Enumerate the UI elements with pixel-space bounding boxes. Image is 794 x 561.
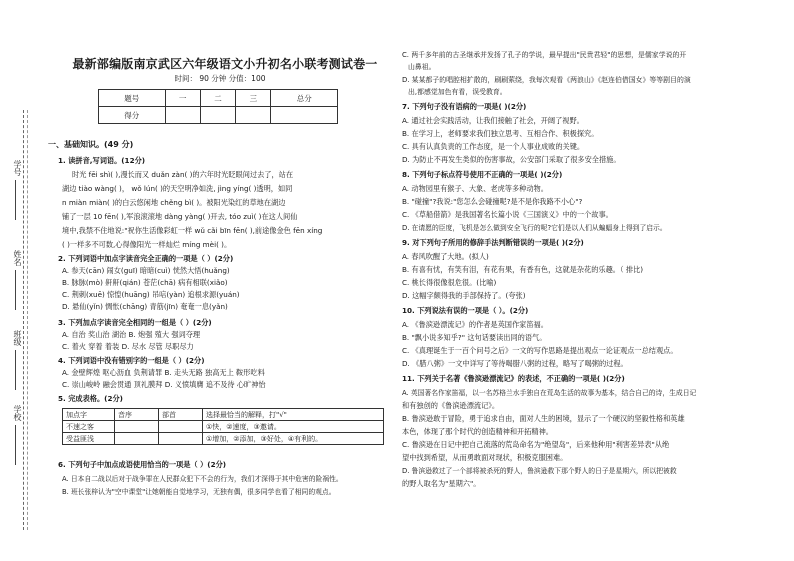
option-line: C. 两千多年前的古圣继承并发扬了孔子的学说，最早提出"民贵君轻"的思想，是儒家学说的开 — [402, 51, 687, 59]
option-line: C. 荆刺(xuē) 惊惶(huāng) 吊唁(yàn) 追根求源(yuán) — [62, 290, 240, 299]
question-line: 铺了一层 10 fēn( ),军浪滚滚地 dàng yàng( )开去, tóo zuì( )在这人间仙 — [62, 212, 298, 221]
question-title: 2. 下列词语中加点字读音完全正确的一项是（ ）(2分) — [58, 254, 234, 263]
option-line: A. 春风吹醒了大地。(拟人) — [402, 252, 489, 261]
option-line: 望中找到希望，从而勇敢面对现状，积极克服困难。 — [402, 453, 568, 462]
option-line: D. 这幅字颇得我的手部保持了。(夸张) — [402, 291, 526, 300]
table-cell: 不速之客 — [63, 421, 115, 433]
question-line: 境中,我禁不住地说:"祝你生活像彩虹一样 wǔ cǎi bīn fēn( ),前途像金色 fēn xíng — [62, 226, 323, 235]
page-title: 最新部编版南京武区六年级语文小升初名小联考测试卷一 — [72, 57, 378, 71]
binding-blank[interactable] — [15, 425, 16, 465]
score-field[interactable] — [236, 107, 271, 124]
table-cell: 一 — [165, 90, 200, 107]
binding-blank[interactable] — [15, 350, 16, 390]
binding-label-name: 姓名 — [13, 250, 22, 266]
binding-blank[interactable] — [15, 180, 16, 220]
question-title: 3. 下列加点字读音完全相同的一组是（ ）(2分) — [58, 318, 212, 327]
option-line: A. 金壁辉煌 呕心沥血 负荆请罪 B. 走头无路 独高无上 鞍形吃料 — [62, 368, 265, 377]
option-line: D. 《腊八粥》一文中详写了等待喝腊八粥的过程，略写了喝粥的过程。 — [402, 359, 628, 368]
question-title: 4. 下列词语中没有错别字的一组是（ ）(2分) — [58, 356, 205, 365]
binding-margin — [4, 60, 30, 530]
score-field[interactable] — [200, 107, 235, 124]
table-cell: 三 — [236, 90, 271, 107]
binding-label-school: 学校 — [13, 405, 22, 421]
question-title: 8. 下列句子标点符号使用不正确的一项是( )(2分) — [402, 170, 563, 179]
option-line: A. 日本自二战以后对于战争罪在人民群众犯下不会的行为，我们才深得于其中危害的险祸性。 — [62, 475, 343, 483]
option-line: C. 具有认真负责的工作态度，是一个人事业成败的关键。 — [402, 142, 585, 151]
answer-field[interactable] — [159, 421, 203, 433]
answer-field[interactable] — [159, 433, 203, 445]
option-line: 出,都感觉加色有看，误受教育。 — [408, 88, 507, 96]
binding-label-student-id: 学号 — [13, 160, 22, 176]
option-line: A. 《鲁滨逊漂流记》的作者是英国作家笛福。 — [402, 320, 548, 329]
answer-field[interactable] — [115, 421, 159, 433]
table-header: 音序 — [115, 409, 159, 421]
table-row — [63, 433, 384, 445]
option-line: C. 崇山峻岭 融会贯通 顶礼膜拜 D. 义愤填膺 追不及待 心旷神怡 — [62, 380, 266, 389]
option-line: D. 鲁滨逊救过了一个部将被杀死的野人，鲁滨逊救下那个野人的日子是星期六，所以把被救 — [402, 467, 677, 475]
option-line: D. 悬仙(yǐn) 惆怅(chāng) 青筋(jīn) 奄奄一息(yǎn) — [62, 302, 228, 311]
option-line: 山鼻祖。 — [408, 63, 436, 71]
question-title: 1. 读拼音,写词语。(12分) — [58, 156, 146, 165]
option-line: A. 参天(cān) 闹女(guī) 暗暗(cuì) 恍然大悟(huǎng) — [62, 266, 230, 275]
option-line: B. 鲁滨逊敢于冒险，勇于追求自由，面对人生的困境，显示了一个硬汉的坚毅性格和英雄 — [402, 414, 685, 423]
table-header: 部首 — [159, 409, 203, 421]
question-line: n miàn miàn( )的白云悠闲地 chěng bì( )。被阳光染红的草地在湖边 — [62, 198, 286, 207]
table-cell: ①增加，②添加，③好处，④有利的。 — [203, 433, 384, 445]
option-line: 和有独创的《鲁滨逊漂流记》。 — [402, 401, 500, 410]
fill-table — [62, 408, 384, 445]
table-header: 加点字 — [63, 409, 115, 421]
option-line: A. 自治 奖山治 湖治 B. 炮强 殖大 强词夺理 — [62, 330, 201, 339]
option-line: C. 桃长得很像很危很。(比喻) — [402, 278, 497, 287]
question-title: 11. 下列关于名著《鲁滨逊漂流记》的表述，不正确的一项是( )(2分) — [402, 374, 625, 383]
table-cell: ①快，②速度，③邀请。 — [203, 421, 384, 433]
option-line: A. 通过社会实践活动，让我们接触了社会，开阔了视野。 — [402, 116, 584, 125]
question-title: 10. 下列说法有误的一项是（ ）。(2分) — [402, 306, 529, 315]
question-line: ( )一样多不可数,心得像阳光一样灿烂 míng mèi( )。 — [62, 240, 232, 249]
option-line: B. 脉脉(mò) 鼾鼾(qián) 苍茫(chā) 病有相联(xiǎo) — [62, 278, 228, 287]
table-cell: 总分 — [271, 90, 338, 107]
option-line: C. 着火 穿着 着装 D. 尽水 尽管 尽职尽力 — [62, 342, 194, 351]
option-line: B. 班长张梓认为"空中课堂"让她朝能自觉地学习，无独有偶，很多同学也看了相同的观点。 — [62, 488, 336, 496]
option-line: B. 在学习上，老师要求我们独立思考、互相合作、积极探究。 — [402, 129, 599, 138]
option-line: B. "飘小说多知乎?" 这句话要读出同的语气。 — [402, 333, 547, 342]
binding-label-class: 班级 — [13, 330, 22, 346]
table-row — [99, 107, 338, 124]
table-header: 选择最恰当的解释，打"√" — [203, 409, 384, 421]
score-field[interactable] — [271, 107, 338, 124]
option-line: B. 有喜有忧，有笑有泪，有花有果，有香有色，这就是杂花的乐趣。（ 排比) — [402, 265, 643, 274]
question-line: 时光 fēi shì( ),漫长而又 duǎn zàn( )的六年时光眨眼间过去了，站在 — [72, 170, 294, 179]
option-line: 的野人取名为"星期六"。 — [402, 479, 481, 488]
section-heading: 一、基础知识。(49 分) — [48, 140, 134, 149]
question-title: 7. 下列句子没有语病的一项是( )(2分) — [402, 102, 527, 111]
option-line: C. 鲁滨逊在日记中把自己流落的荒岛命名为"绝望岛"，后来他种用"利害差异表"从绝 — [402, 440, 670, 449]
question-line: 湖边 tiào wàng( )， wǒ lún( )的天空明净如洗, jìng yíng( )透明，如同 — [62, 184, 293, 193]
table-row — [63, 421, 384, 433]
table-row — [99, 90, 338, 107]
binding-blank[interactable] — [15, 270, 16, 310]
question-title: 9. 对下列句子所用的修辞手法判断错误的一项是( )(2分) — [402, 238, 584, 247]
table-row — [63, 409, 384, 421]
option-line: C. 《真理诞生于一百个问号之后》一文的写作思路是提出观点一论证观点一总结观点。 — [402, 346, 678, 355]
binding-line — [23, 110, 24, 530]
table-cell: 题号 — [99, 90, 166, 107]
table-cell: 二 — [200, 90, 235, 107]
option-line: C. 《草船借箭》是我国著名长篇小说《三国演义》中的一个故事。 — [402, 210, 613, 219]
table-cell: 受益匪浅 — [63, 433, 115, 445]
option-line: 本色，体现了那个时代的创造精神和开拓精神。 — [402, 427, 553, 436]
table-cell: 得分 — [99, 107, 166, 124]
question-title: 6. 下列句子中加点成语使用恰当的一项是（ ）(2分) — [58, 460, 227, 469]
score-table — [98, 89, 338, 124]
option-line: A. 英国著名作家笛福，以一名苏格兰水手独自在荒岛生活的故事为基本，结合自己的诗，生成日记 — [402, 389, 697, 397]
answer-field[interactable] — [115, 433, 159, 445]
option-line: B. "碰撞"?我说:"您怎么会碰撞呢?是不是你我路不小心"? — [402, 197, 583, 206]
binding-line — [27, 110, 28, 530]
option-line: A. 动物园里有猴子、大象、老虎等多种动物。 — [402, 184, 548, 193]
option-line: D. 在请愿的臣度，飞机是怎么做到安全飞行的呢?它们是以人们从蝙蝠身上得到了启示。 — [402, 224, 667, 232]
question-title: 5. 完成表格。(2分) — [58, 394, 123, 403]
score-field[interactable] — [165, 107, 200, 124]
option-line: D. 某某都子的唱腔相扩散的，刷刷萦绕，我每次观看《两浪山》《赵连伯借国女》等等剧目的演 — [402, 76, 691, 84]
exam-meta: 时间： 90 分钟 分值：100 — [174, 74, 266, 83]
option-line: D. 为防止不再发生类似的伤害事故，公安部门采取了很多安全措施。 — [402, 155, 621, 164]
